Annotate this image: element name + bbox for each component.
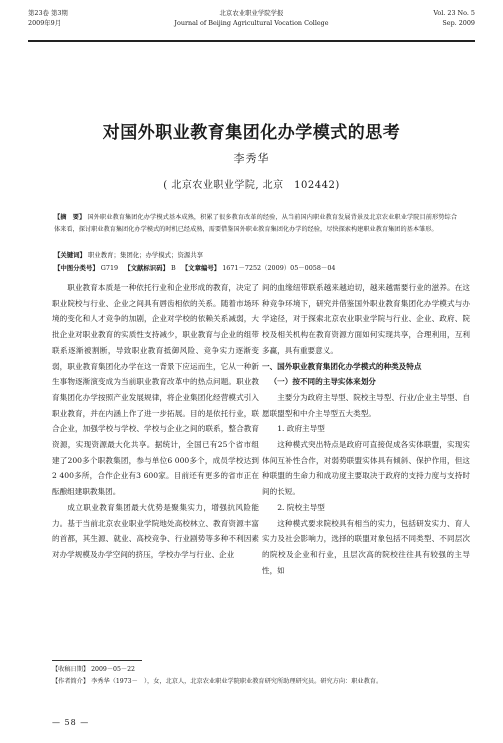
- clc-label: 【中图分类号】: [54, 264, 99, 272]
- issue-date: 2009年9月: [28, 19, 62, 27]
- footnote-divider: [52, 660, 142, 661]
- article-title: 对国外职业教育集团化办学模式的思考: [102, 123, 401, 143]
- journal-name: [28, 8, 475, 28]
- journal-name-cn: 北京农业职业学院学报: [219, 9, 284, 17]
- volume-issue-en: Vol. 23 No. 5: [433, 9, 475, 17]
- doc-code-value: B: [170, 264, 176, 272]
- body-paragraph: 成立职业教育集团最大优势是聚集实力，增强抗风险能力。基于当前北京农业职业学院地处高校林立、教育资源丰富的首都，其生源、就业、高校竞争、行业剧势等多种不利因素对办学规模及办学空间的挤压，学校办学与行业、企业: [52, 502, 259, 559]
- keywords-text: 职业教育；集团化；办学模式；资源共享: [88, 251, 204, 259]
- body-paragraph: 主要分为政府主导型、院校主导型、行业/企业主导型、自愿联盟型和中介主导型五大类型。: [262, 392, 470, 418]
- article-no-label: 【文章编号】: [181, 264, 221, 272]
- classification-line: [54, 263, 457, 273]
- page-number: — 58 —: [52, 718, 90, 727]
- body-paragraph: 这种模式要求院校具有相当的实力，包括研发实力、育人实力及社会影响力，选择的联盟对象包括不同类型、不同层次的院校及企业和行业，且层次高的院校往往具有较强的主导性，如: [262, 518, 470, 575]
- body-column-right: [262, 280, 470, 578]
- article-no-value: 1671－7252（2009）05－0058－04: [222, 264, 336, 272]
- issue-date-en: Sep. 2009: [442, 19, 475, 27]
- keywords: [54, 250, 457, 260]
- journal-name-en: Journal of Beijing Agricultural Vocation College: [174, 19, 329, 27]
- section-heading: 一、国外职业教育集团化办学模式的种类及特点: [262, 361, 422, 371]
- received-label: 【收稿日期】: [52, 666, 90, 673]
- issue-info-en: [433, 8, 475, 28]
- body-paragraph: 这种模式突出特点是政府可直接促成各实体联盟，实现实体间互补性合作，对弱势联盟实体具有倾斜、保护作用，但这种联盟的生命力和成功度主要取决于政府的支持力度与支持时间的长短。: [262, 440, 470, 497]
- author-bio: [52, 676, 463, 687]
- running-header: [28, 8, 475, 38]
- received-date: [52, 664, 463, 675]
- header-divider: [28, 40, 475, 42]
- item-heading: 1. 政府主导型: [277, 424, 325, 434]
- author-name: 李秀华: [233, 152, 270, 165]
- author-affiliation: ( 北京农业职业学院, 北京 102442): [163, 180, 340, 191]
- body-paragraph: 职业教育本质是一种依托行业和企业形成的教育，决定了职业院校与行业、企业之间具有唇齿相依的关系。随着市场环境的变化和人才竞争的加剧，企业对学校的依赖关系减弱，大批企业对职业教育的实质性支持减少，职业教育与企业的组带联系逐渐被割断，导致职业教育抵御风险、竞争实力逐渐变弱，职业教育集团化办学在这一背景下应运而生，它从一种新生事物逐渐演变成为当前职业教育改革中的热点问题。职业教育集团化办学按照产业发展规律，将企业集团化经营模式引入职业教育，并在内涵上作了进一步拓展。目的是依托行业，联合企业，加强学校与学校、学校与企业之间的联系，整合教育资源，实现资源最大化共享。据统计，全国已有25个省市组建了200多个职教集团，参与单位6 000多个，成员学校达到2 400多所，合作企业有3 600家。目前还有更多的省市正在酝酿组建职教集团。: [52, 283, 259, 497]
- subsection-heading: （一）按不同的主导实体来划分: [269, 377, 376, 387]
- clc-value: G719: [100, 264, 119, 272]
- abstract-label: 【摘 要】: [54, 214, 86, 221]
- volume-issue: 第23卷 第3期: [28, 9, 68, 17]
- body-column-left: [52, 280, 259, 563]
- bio-text: 李秀华（1973－ ），女，北京人，北京农业职业学院职业教育研究所助理研究员。研究方向：职业教育。: [91, 678, 383, 685]
- doc-code-label: 【文献标识码】: [124, 264, 169, 272]
- abstract-text: 国外职业教育集团化办学模式基本成熟，积累了很多教育改革的经验，从当前国内职业教育发展背景及北京农业职业学院目前形势综合体来看，探讨职业教育集团化办学模式的时机已经成熟，需要借鉴国外职业教育集团化办学的经验，尽快探索构建职业教育集团的基本雏形。: [54, 214, 458, 234]
- abstract: [54, 212, 457, 237]
- body-paragraph: 间的血缘纽带联系越来越迫切，越来越需要行业的滋养。在这种竞争环境下，研究并借鉴国外职业教育集团化办学模式与办学途径，对于探索北京农业职业学院与行业、企业、政府、院校及相关机构在教育资源方面如何实现共享，合理利用，互利多赢，具有重要意义。: [262, 283, 470, 355]
- item-heading: 2. 院校主导型: [277, 502, 325, 512]
- received-value: 2009－05－22: [91, 666, 135, 673]
- bio-label: 【作者简介】: [52, 678, 90, 685]
- keywords-label: 【关键词】: [54, 251, 86, 259]
